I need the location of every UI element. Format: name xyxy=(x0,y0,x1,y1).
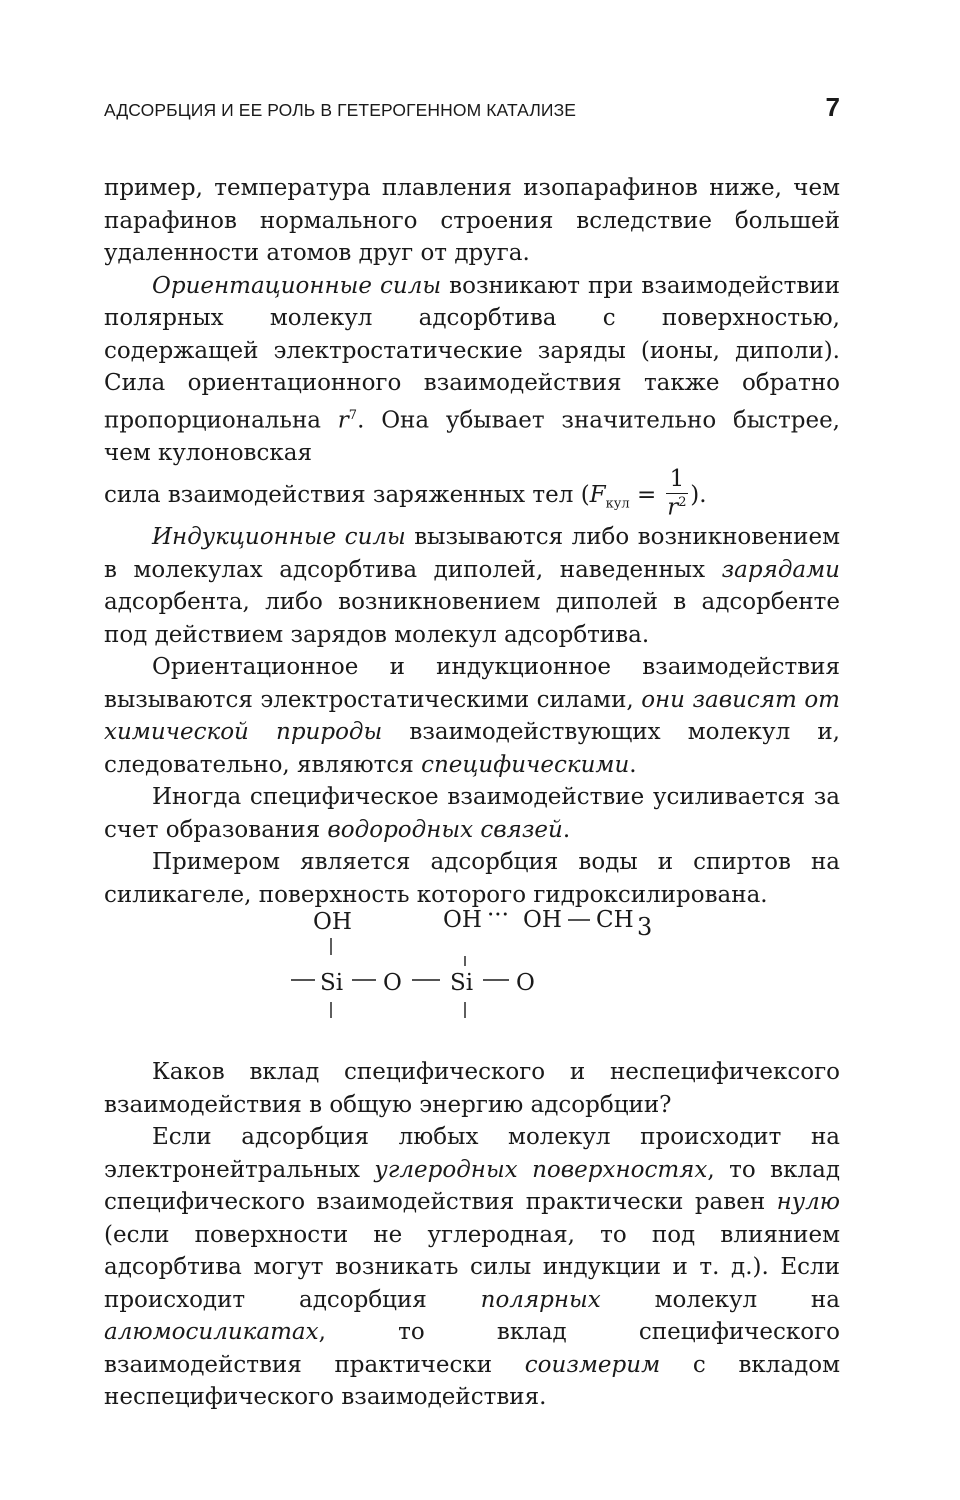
text-block-lower xyxy=(104,1056,840,1414)
paragraph-carbon-surfaces: Если адсорбция любых молекул происходит на электронейтральных углеродных поверхностях, то вклад специфического взаимодействия практически равен нулю (если поверхности не углеродная, то под влиянием адсорбтива могут возникать силы индукции и т. д.). Если происходит адсорбция полярных молекул на алюмосиликатах, то вклад специфического взаимодействия практически соизмерим с вкладом неспецифического взаимодействия. xyxy=(104,1124,840,1410)
page-header xyxy=(104,92,840,126)
page-number: 7 xyxy=(825,92,840,122)
paragraph-continuation: пример, температура плавления изопарафинов ниже, чем парафинов нормального строения вследствие большей удаленности атомов друг от друга. xyxy=(104,175,840,266)
chem-oh-2: OH xyxy=(443,907,482,933)
chem-oh-1: OH xyxy=(313,909,352,935)
formula-fraction: $\frac{1}{r^2}$ xyxy=(667,466,687,521)
chem-si-2: Si xyxy=(450,970,474,996)
running-head: АДСОРБЦИЯ И ЕЕ РОЛЬ В ГЕТЕРОГЕННОМ КАТАЛИЗЕ xyxy=(104,100,577,120)
chem-o-2: O xyxy=(516,970,535,996)
formula-F: F xyxy=(589,482,606,509)
chem-o-1: O xyxy=(383,970,402,996)
paragraph-induction-forces: Индукционные силы вызываются либо возникновением в молекулах адсорбтива диполей, наведенных зарядами адсорбента, либо возникновением диполей в адсорбенте под действием зарядов молекул адсорбтива. xyxy=(104,524,840,648)
paragraph-electrostatic: Ориентационное и индукционное взаимодействия вызываются электростатическими силами, они зависят от химической природы взаимодействующих молекул и, следовательно, являются специфическими. xyxy=(104,654,840,778)
chem-hbond-dots: ··· xyxy=(487,902,509,928)
text-block-upper xyxy=(104,172,840,911)
term-orientation-forces: Ориентационные силы xyxy=(152,272,442,299)
paragraph-question: Каков вклад специфического и неспецифичексого взаимодействия в общую энергию адсорбции? xyxy=(104,1059,840,1118)
paragraph-orientation-forces: Ориентационные силы возникают при взаимодействии полярных молекул адсорбтива с поверхностью, содержащей электростатические заряды (ионы, диполи). Сила ориентационного взаимодействия также обратно пропорциональна $r^7$. Она убывает значительно быстрее, чем кулоновская xyxy=(104,272,840,466)
chem-oh-3: OH xyxy=(523,907,562,933)
paragraph-silica-example: Примером является адсорбция воды и спиртов на силикагеле, поверхность которого гидроксилирована. xyxy=(104,849,840,908)
paragraph-hydrogen-bonds: Иногда специфическое взаимодействие усиливается за счет образования водородных связей. xyxy=(104,784,840,843)
chem-ch: CH xyxy=(596,907,634,933)
chem-subscript-3: 3 xyxy=(637,913,653,941)
term-induction-forces: Индукционные силы xyxy=(152,524,406,551)
chem-si-1: Si xyxy=(320,970,344,996)
coulomb-formula-line: сила взаимодействия заряженных тел ($F_{кул}$ = $\frac{1}{r^2}$ ). xyxy=(104,466,707,521)
